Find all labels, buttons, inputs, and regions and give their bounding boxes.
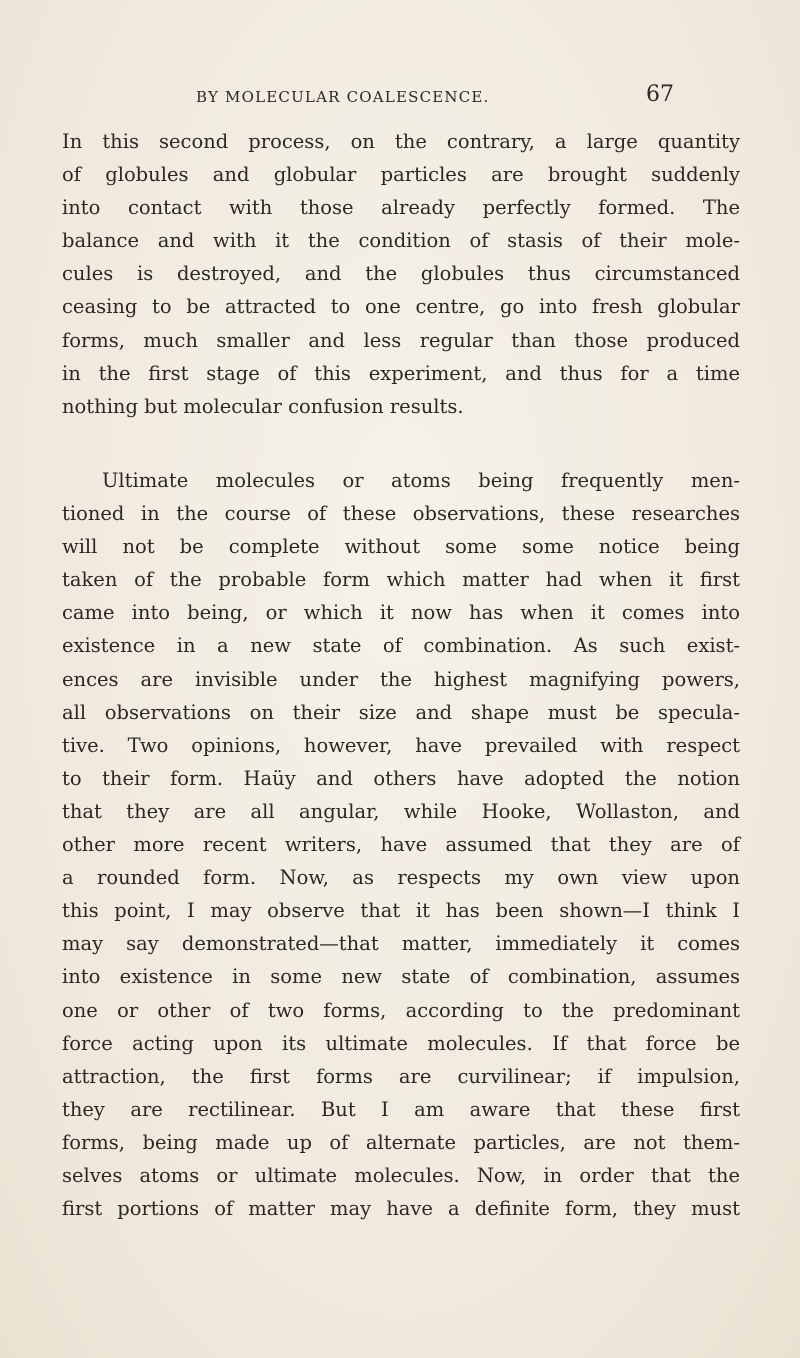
text-line: of globules and globular particles are brought suddenly (62, 163, 740, 187)
text-line: came into being, or which it now has when it comes into (62, 601, 740, 625)
text-line: other more recent writers, have assumed that they are of (62, 833, 740, 857)
paragraph-ultimate-molecules (62, 464, 740, 1225)
text-line: force acting upon its ultimate molecules. If that force be (62, 1031, 740, 1055)
text-line: balance and with it the condition of stasis of their mole- (62, 229, 740, 253)
text-line: In this second process, on the contrary, a large quantity (62, 130, 740, 153)
text-line: selves atoms or ultimate molecules. Now, in order that the (62, 1163, 740, 1187)
text-line: into contact with those already perfectly formed. The (62, 196, 740, 220)
text-line: ences are invisible under the highest magnifying powers, (62, 667, 740, 691)
text-line: existence in a new state of combination. As such exist- (62, 634, 740, 658)
text-line: taken of the probable form which matter had when it first (62, 568, 740, 592)
page-number: 67 (646, 82, 674, 107)
text-line: all observations on their size and shape must be specula- (62, 700, 740, 724)
paragraph-second-process (62, 125, 740, 423)
text-line: nothing but molecular confusion results. (62, 394, 464, 418)
text-line: that they are all angular, while Hooke, Wollaston, and (62, 799, 740, 823)
text-line: will not be complete without some some notice being (62, 535, 740, 559)
text-line: first portions of matter may have a definite form, they must (62, 1197, 740, 1221)
text-line: tioned in the course of these observations, these researches (62, 502, 740, 526)
text-line: into existence in some new state of combination, assumes (62, 965, 740, 989)
text-line: forms, much smaller and less regular than those produced (62, 328, 740, 352)
text-line: ceasing to be attracted to one centre, go into fresh globular (62, 295, 740, 319)
text-line: one or other of two forms, according to the predominant (62, 998, 740, 1022)
running-head-title: BY MOLECULAR COALESCENCE. (196, 88, 490, 106)
text-line: in the first stage of this experiment, and thus for a time (62, 361, 740, 385)
text-line: a rounded form. Now, as respects my own view upon (62, 866, 740, 890)
text-line: cules is destroyed, and the globules thus circumstanced (62, 262, 740, 286)
text-line: to their form. Haüy and others have adopted the notion (62, 766, 740, 790)
text-line: forms, being made up of alternate particles, are not them- (62, 1130, 740, 1154)
text-line: they are rectilinear. But I am aware that these first (62, 1097, 740, 1121)
text-line: attraction, the first forms are curvilinear; if impulsion, (62, 1064, 740, 1088)
running-head (0, 82, 800, 112)
text-line: this point, I may observe that it has been shown—I think I (62, 899, 740, 923)
text-line: tive. Two opinions, however, have prevailed with respect (62, 733, 740, 757)
text-line: may say demonstrated—that matter, immediately it comes (62, 932, 740, 956)
text-line: Ultimate molecules or atoms being frequently men- (102, 469, 740, 492)
